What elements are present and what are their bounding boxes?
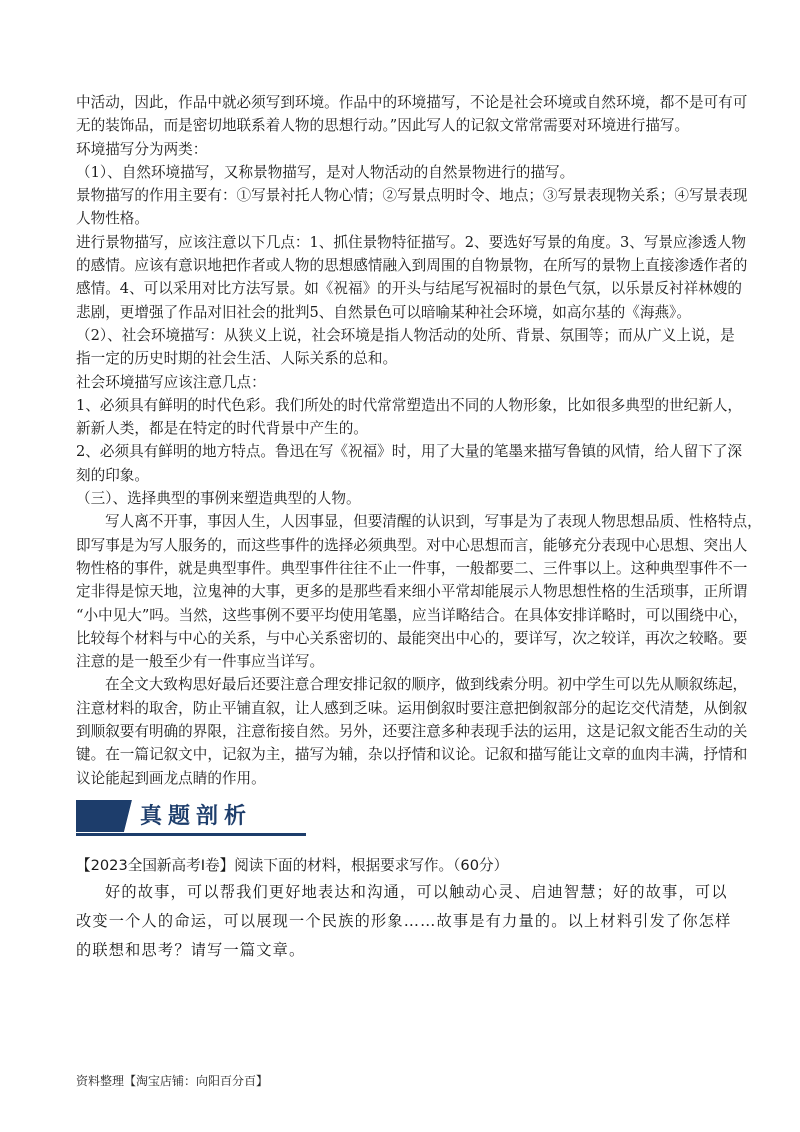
text-line: 进行景物描写，应该注意以下几点：1、抓住景物特征描写。2、要选好写景的角度。3、写景应渗透人物	[76, 233, 746, 251]
text-line: 刻的印象。	[76, 466, 149, 484]
text-line: 人物性格。	[76, 210, 149, 228]
text-line: 2、必须具有鲜明的地方特点。鲁迅在写《祝福》时，用了大量的笔墨来描写鲁镇的风情，给人留下了深	[76, 443, 743, 461]
text-line: （2）、社会环境描写：从狭义上说，社会环境是指人物活动的处所、背景、氛围等；而从广义上说，是	[76, 326, 735, 344]
body-text	[76, 91, 762, 790]
text-line: “小中见大”吗。当然，这些事例不要平均使用笔墨，应当详略结合。在具体安排详略时，可以围绕中心，	[76, 606, 748, 624]
text-line: 比较每个材料与中心的关系，与中心关系密切的、最能突出中心的，要详写，次之较详，再次之较略。要	[76, 629, 748, 647]
text-line: 环境描写分为两类：	[76, 140, 208, 158]
text-line: 在全文大致构思好最后还要注意合理安排记叙的顺序，做到线索分明。初中学生可以先从顺叙练起，	[105, 676, 748, 694]
text-line: （1）、自然环境描写，又称景物描写，是对人物活动的自然景物进行的描写。	[76, 163, 575, 181]
question-heading	[76, 854, 736, 878]
banner-underline	[76, 833, 306, 836]
text-line: 写人离不开事，事因人生，人因事显，但要清醒的认识到，写事是为了表现人物思想品质、性格特点，	[105, 513, 762, 531]
question-material	[76, 878, 736, 965]
text-line: 即写事是为写人服务的，而这些事件的选择必须典型。对中心思想而言，能够充分表现中心思想、突出人	[76, 536, 748, 554]
material-line: 改变一个人的命运，可以展现一个民族的形象……故事是有力量的。以上材料引发了你怎样	[76, 911, 732, 930]
page-footer: 资料整理【淘宝店铺：向阳百分百】	[76, 1074, 269, 1088]
text-line: 注意材料的取舍，防止平铺直叙，让人感到乏味。运用倒叙时要注意把倒叙部分的起讫交代清楚，从倒叙	[76, 699, 748, 717]
material-line: 的联想和思考？请写一篇文章。	[76, 940, 306, 959]
text-line: 到顺叙要有明确的界限，注意衔接自然。另外，还要注意多种表现手法的运用，这是记叙文能否生动的关	[76, 723, 748, 741]
exam-tag: 【2023全国新高考Ⅰ卷】	[76, 856, 235, 874]
question-instruction: 阅读下面的材料，根据要求写作。（60分）	[234, 856, 509, 874]
text-line: 感情。4、可以采用对比方法写景。如《祝福》的开头与结尾写祝福时的景色气氛，以乐景反衬祥林嫂的	[76, 280, 743, 298]
text-line: （三）、选择典型的事例来塑造典型的人物。	[76, 490, 361, 508]
section-title: 真题剖析	[140, 802, 253, 829]
text-line: 键。在一篇记叙文中，记叙为主，描写为辅，杂以抒情和议论。记叙和描写能让文章的血肉丰满，抒情和	[76, 746, 748, 764]
text-line: 中活动，因此，作品中就必须写到环境。作品中的环境描写，不论是社会环境或自然环境，都不是可有可	[76, 94, 748, 111]
material-line: 好的故事，可以帮我们更好地表达和沟通，可以触动心灵、启迪智慧；好的故事，可以	[105, 882, 728, 901]
text-line: 无的装饰品，而是密切地联系着人物的思想行动。”因此写人的记叙文常常需要对环境进行描写。	[76, 117, 690, 135]
text-line: 社会环境描写应该注意几点：	[76, 373, 266, 391]
text-line: 定非得是惊天地，泣鬼神的大事，更多的是那些看来细小平常却能展示人物思想性格的生活琐事，正所谓	[76, 583, 748, 601]
document-body	[76, 91, 762, 965]
text-line: 景物描写的作用主要有：①写景衬托人物心情；②写景点明时令、地点；③写景表现物关系；④写景表现	[76, 187, 748, 205]
text-line: 指一定的历史时期的社会生活、人际关系的总和。	[76, 350, 398, 368]
text-line: 注意的是一般至少有一件事应当详写。	[76, 653, 325, 671]
text-line: 新新人类，都是在特定的时代背景中产生的。	[76, 420, 368, 438]
text-line: 物性格的事件，就是典型事件。典型事件往往不止一件事，一般都要二、三件事以上。这种典型事件不一	[76, 559, 748, 577]
text-line: 1、必须具有鲜明的时代色彩。我们所处的时代常常塑造出不同的人物形象，比如很多典型的世纪新人，	[76, 396, 743, 414]
section-banner	[76, 800, 306, 836]
text-line: 议论能起到画龙点睛的作用。	[76, 769, 266, 787]
text-line: 的感情。应该有意识地把作者或人物的思想感情融入到周围的自物景物，在所写的景物上直接渗透作者的	[76, 257, 748, 275]
text-line: 悲剧，更增强了作品对旧社会的批判5、自然景色可以暗喻某种社会环境，如高尔基的《海燕》。	[76, 303, 691, 321]
